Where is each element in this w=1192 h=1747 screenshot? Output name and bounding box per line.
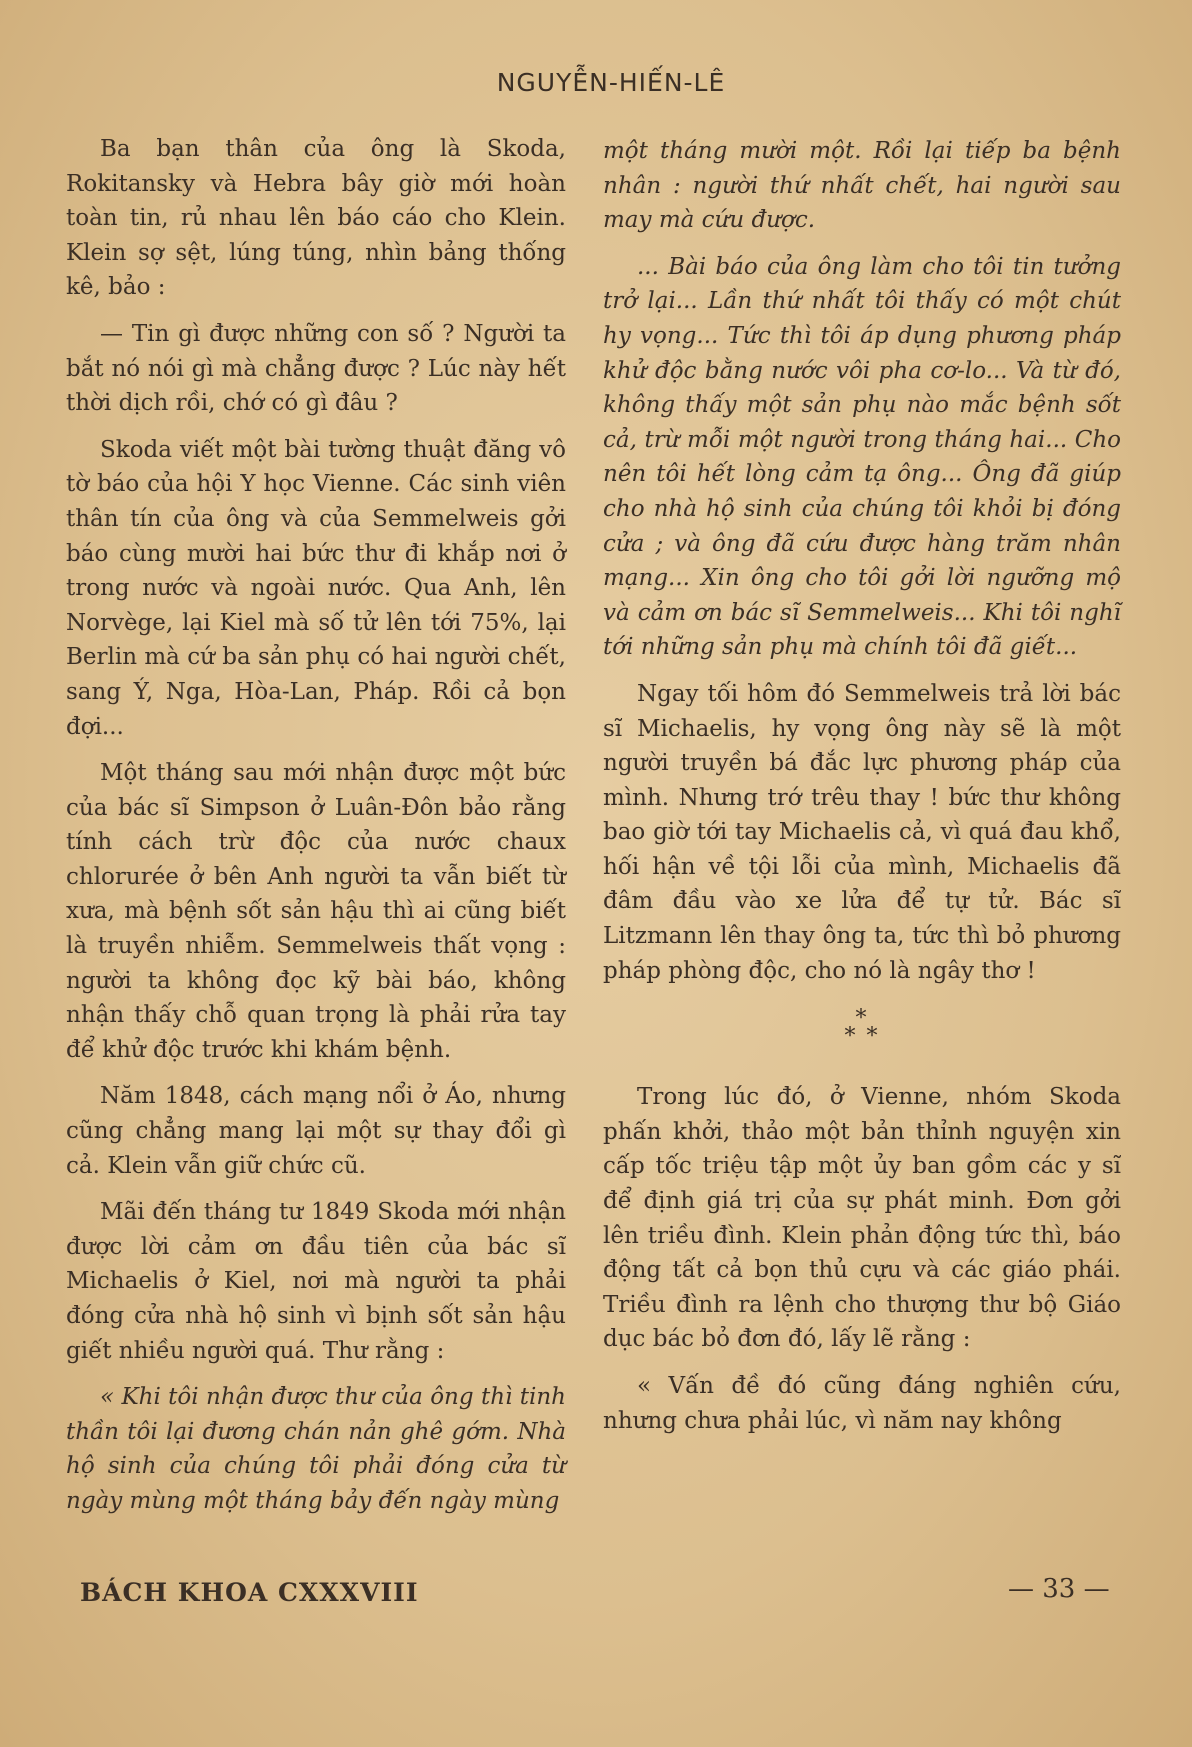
quoted-letter: ... Bài báo của ông làm cho tôi tin tưởng trở lại... Lần thứ nhất tôi thấy có một chút hy vọng... Tức thì tôi áp dụng phương pháp khử độc bằng nước vôi pha cơ-lo... Và từ đó, không thấy một sản phụ nào mắc bệnh sốt cả, trừ mỗi một người trong tháng hai... Cho nên tôi hết lòng cảm tạ ông... Ông đã giúp cho nhà hộ sinh của chúng tôi khỏi bị đóng cửa ; và ông đã cứu được hàng trăm nhân mạng... Xin ông cho tôi gởi lời ngưỡng mộ và cảm ơn bác sĩ Semmelweis... Khi tôi nghĩ tới những sản phụ mà chính tôi đã giết... xyxy=(603,253,1121,661)
paragraph: Mãi đến tháng tư 1849 Skoda mới nhận được lời cảm ơn đầu tiên của bác sĩ Michaelis ở Kiel, nơi mà người ta phải đóng cửa nhà hộ sinh vì bịnh sốt sản hậu giết nhiều người quá. Thư rằng : xyxy=(66,1199,566,1364)
paragraph: Ba bạn thân của ông là Skoda, Rokitansky và Hebra bây giờ mới hoàn toàn tin, rủ nhau lên báo cáo cho Klein. Klein sợ sệt, lúng túng, nhìn bảng thống kê, bảo : xyxy=(66,136,566,301)
paragraph: Ngay tối hôm đó Semmelweis trả lời bác sĩ Michaelis, hy vọng ông này sẽ là một người truyền bá đắc lực phương pháp của mình. Nhưng trớ trêu thay ! bức thư không bao giờ tới tay Michaelis cả, vì quá đau khổ, hối hận về tội lỗi của mình, Michaelis đã đâm đầu vào xe lửa để tự tử. Bác sĩ Litzmann lên thay ông ta, tức thì bỏ phương pháp phòng độc, cho nó là ngây thơ ! xyxy=(603,680,1121,984)
paragraph: Trong lúc đó, ở Vienne, nhóm Skoda phấn khởi, thảo một bản thỉnh nguyện xin cấp tốc triệu tập một ủy ban gồm các y sĩ để định giá trị của sự phát minh. Đơn gởi lên triều đình. Klein phản động tức thì, báo động tất cả bọn thủ cựu và các giáo phái. Triều đình ra lệnh cho thượng thư bộ Giáo dục bác bỏ đơn đó, lấy lẽ rằng : xyxy=(603,1084,1121,1353)
right-column xyxy=(603,134,1121,1450)
section-divider-asterisks: * * * xyxy=(844,1006,880,1050)
paragraph: Một tháng sau mới nhận được một bức của bác sĩ Simpson ở Luân-Đôn bảo rằng tính cách trừ độc của nước chaux chlorurée ở bên Anh người ta vẫn biết từ xưa, mà bệnh sốt sản hậu thì ai cũng biết là truyền nhiễm. Semmelweis thất vọng : người ta không đọc kỹ bài báo, không nhận thấy chỗ quan trọng là phải rửa tay để khử độc trước khi khám bệnh. xyxy=(66,760,566,1063)
paragraph: Năm 1848, cách mạng nổi ở Áo, nhưng cũng chẳng mang lại một sự thay đổi gì cả. Klein vẫn giữ chức cũ. xyxy=(66,1083,566,1179)
quoted-letter: « Khi tôi nhận được thư của ông thì tinh thần tôi lại đương chán nản ghê gớm. Nhà hộ sinh của chúng tôi phải đóng cửa từ ngày mùng một tháng bảy đến ngày mùng xyxy=(66,1384,566,1514)
running-head: NGUYỄN-HIẾN-LÊ xyxy=(496,68,726,97)
paragraph: « Vấn đề đó cũng đáng nghiên cứu, nhưng chưa phải lúc, vì năm nay không xyxy=(603,1373,1121,1434)
page-number: — 33 — xyxy=(1008,1574,1110,1604)
quoted-letter: một tháng mười một. Rồi lại tiếp ba bệnh nhân : người thứ nhất chết, hai người sau may mà cứu được. xyxy=(603,138,1121,234)
paragraph: — Tin gì được những con số ? Người ta bắt nó nói gì mà chẳng được ? Lúc này hết thời dịch rồi, chớ có gì đâu ? xyxy=(66,320,566,417)
paragraph: Skoda viết một bài tường thuật đăng vô tờ báo của hội Y học Vienne. Các sinh viên thân tín của ông và của Semmelweis gởi báo cùng mười hai bức thư đi khắp nơi ở trong nước và ngoài nước. Qua Anh, lên Norvège, lại Kiel mà số tử lên tới 75%, lại Berlin mà cứ ba sản phụ có hai người chết, sang Ý, Nga, Hòa-Lan, Pháp. Rồi cả bọn đợi... xyxy=(66,436,566,740)
journal-footer: BÁCH KHOA CXXXVIII xyxy=(80,1578,419,1607)
left-column xyxy=(66,132,566,1531)
